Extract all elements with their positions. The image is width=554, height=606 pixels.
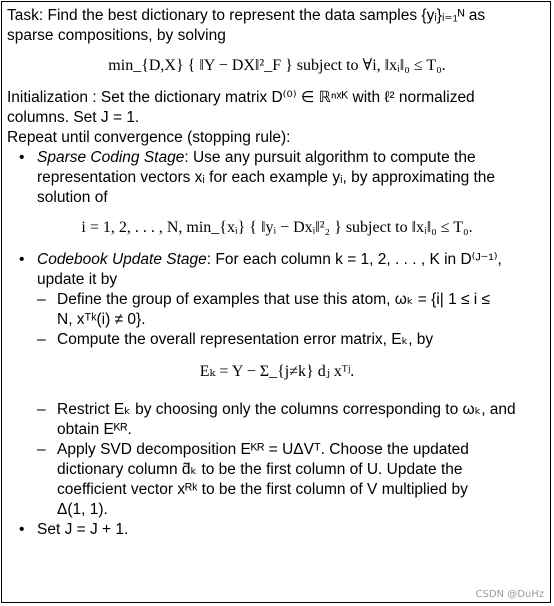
dash-icon: – [37, 441, 46, 458]
task-line-2: sparse compositions, by solving [7, 27, 226, 44]
substep-svd [7, 440, 547, 520]
codebook-line-1-rest: : For each column k = 1, 2, . . . , K in D⁽ᴶ⁻¹⁾, [206, 251, 502, 268]
repeat-line: Repeat until convergence (stopping rule): [7, 129, 291, 146]
sparse-coding-title: Sparse Coding Stage [37, 149, 185, 166]
task-line-1: Task: Find the best dictionary to represent the data samples {yᵢ}ᵢ₌₁ᴺ as [7, 7, 486, 24]
bullet-icon: • [19, 251, 25, 268]
dash-icon: – [37, 331, 46, 348]
sparse-coding-equation: i = 1, 2, . . . , N, min_{xᵢ} { ‖yᵢ − Dxᵢ‖²₂ } subject to ‖xᵢ‖₀ ≤ T₀. [81, 219, 473, 236]
substep-2-line-1: Compute the overall representation error matrix, Eₖ, by [57, 331, 434, 348]
substep-4-line-4: Δ(1, 1). [57, 501, 108, 518]
init-line-1: Initialization : Set the dictionary matrix D⁽⁰⁾ ∈ ℝⁿˣᴷ with ℓ² normalized [7, 89, 475, 106]
algorithm-content [7, 6, 547, 540]
substep-1-line-2: N, xᵀᵏ(i) ≠ 0}. [57, 311, 146, 328]
bullet-icon: • [19, 149, 25, 166]
dash-icon: – [37, 291, 46, 308]
dash-icon: – [37, 401, 46, 418]
bullet-icon: • [19, 521, 25, 538]
sparse-line-1-rest: : Use any pursuit algorithm to compute the [184, 149, 476, 166]
codebook-update-item [7, 250, 547, 290]
codebook-line-2: update it by [37, 271, 118, 288]
sparse-line-2: representation vectors xᵢ for each example yᵢ, by approximating the [37, 169, 496, 186]
main-objective-equation: min_{D,X} { ‖Y − DX‖²_F } subject to ∀i, ‖xᵢ‖₀ ≤ T₀. [108, 57, 446, 74]
init-line-2: columns. Set J = 1. [7, 109, 140, 126]
substep-1-line-1: Define the group of examples that use this atom, ωₖ = {i| 1 ≤ i ≤ [57, 291, 491, 308]
substep-3-line-2: obtain Eᴷᴿ. [57, 421, 132, 438]
error-matrix-equation: Eₖ = Y − Σ_{j≠k} dⱼ xᵀʲ. [199, 363, 355, 380]
substep-error-matrix [7, 330, 547, 350]
substep-4-line-3: coefficient vector xᴿᵏ to be the first column of V multiplied by [57, 481, 468, 498]
codebook-update-title: Codebook Update Stage [37, 251, 207, 268]
final-step-item [7, 520, 547, 540]
final-step-text: Set J = J + 1. [37, 521, 129, 538]
substep-define-group [7, 290, 547, 330]
substep-3-line-1: Restrict Eₖ by choosing only the columns corresponding to ωₖ, and [57, 401, 516, 418]
substep-4-line-2: dictionary column d̃ₖ to be the first column of U. Update the [57, 461, 463, 478]
sparse-coding-item [7, 148, 547, 208]
watermark: CSDN @DuHz [475, 589, 544, 600]
sparse-line-3: solution of [37, 189, 108, 206]
substep-4-line-1: Apply SVD decomposition Eᴷᴿ = UΔVᵀ. Choose the updated [57, 441, 469, 458]
substep-restrict [7, 400, 547, 440]
